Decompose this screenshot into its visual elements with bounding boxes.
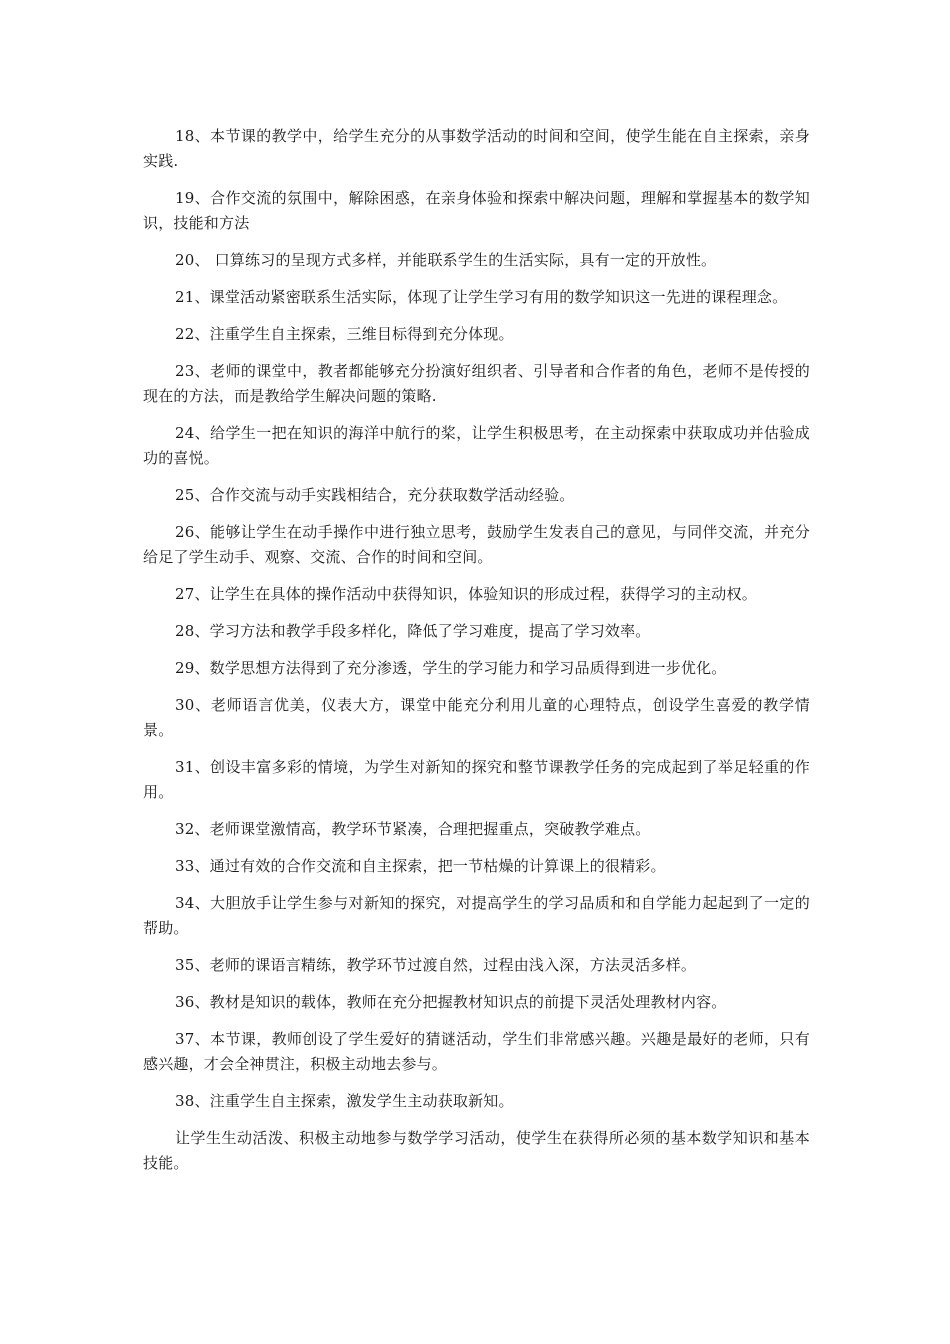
paragraph-37: 37、本节课，教师创设了学生爱好的猜谜活动，学生们非常感兴趣。兴趣是最好的老师，只有感兴趣，才会全神贯注，积极主动地去参与。: [143, 1030, 810, 1073]
paragraph-28: 28、学习方法和教学手段多样化，降低了学习难度，提高了学习效率。: [175, 622, 651, 640]
paragraph-38: 38、注重学生自主探索，激发学生主动获取新知。: [175, 1092, 514, 1110]
paragraph-36: 36、教材是知识的载体，教师在充分把握教材知识点的前提下灵活处理教材内容。: [175, 993, 727, 1011]
paragraph-34: 34、大胆放手让学生参与对新知的探究，对提高学生的学习品质和和自学能力起起到了一定的帮助。: [143, 894, 810, 937]
paragraph-closing: 让学生生动活泼、积极主动地参与数学学习活动，使学生在获得所必须的基本数学知识和基本技能。: [143, 1129, 810, 1172]
paragraph-19: 19、合作交流的氛围中，解除困惑，在亲身体验和探索中解决问题，理解和掌握基本的数学知识，技能和方法: [143, 189, 810, 232]
document-body: [143, 124, 810, 1188]
paragraph-35: 35、老师的课语言精练，教学环节过渡自然，过程由浅入深，方法灵活多样。: [175, 956, 697, 974]
paragraph-33: 33、通过有效的合作交流和自主探索，把一节枯燥的计算课上的很精彩。: [175, 857, 666, 875]
paragraph-26: 26、能够让学生在动手操作中进行独立思考，鼓励学生发表自己的意见，与同伴交流，并充分给足了学生动手、观察、交流、合作的时间和空间。: [143, 523, 810, 566]
paragraph-21: 21、课堂活动紧密联系生活实际，体现了让学生学习有用的数学知识这一先进的课程理念。: [175, 288, 788, 306]
paragraph-31: 31、创设丰富多彩的情境，为学生对新知的探究和整节课教学任务的完成起到了举足轻重的作用。: [143, 758, 810, 801]
paragraph-27: 27、让学生在具体的操作活动中获得知识，体验知识的形成过程，获得学习的主动权。: [175, 585, 757, 603]
paragraph-23: 23、老师的课堂中，教者都能够充分扮演好组织者、引导者和合作者的角色，老师不是传授的现在的方法，而是教给学生解决问题的策略.: [143, 362, 810, 405]
paragraph-20: 20、 口算练习的呈现方式多样，并能联系学生的生活实际，具有一定的开放性。: [175, 251, 717, 269]
paragraph-22: 22、注重学生自主探索，三维目标得到充分体现。: [175, 325, 514, 343]
paragraph-25: 25、合作交流与动手实践相结合，充分获取数学活动经验。: [175, 486, 575, 504]
paragraph-29: 29、数学思想方法得到了充分渗透，学生的学习能力和学习品质得到进一步优化。: [175, 659, 727, 677]
paragraph-32: 32、老师课堂激情高，教学环节紧凑，合理把握重点，突破教学难点。: [175, 820, 651, 838]
paragraph-24: 24、给学生一把在知识的海洋中航行的桨，让学生积极思考，在主动探索中获取成功并估验成功的喜悦。: [143, 424, 810, 467]
paragraph-18: 18、本节课的教学中，给学生充分的从事数学活动的时间和空间，使学生能在自主探索，亲身实践.: [143, 127, 810, 170]
paragraph-30: 30、老师语言优美，仪表大方，课堂中能充分利用儿童的心理特点，创设学生喜爱的教学情景。: [143, 696, 810, 739]
